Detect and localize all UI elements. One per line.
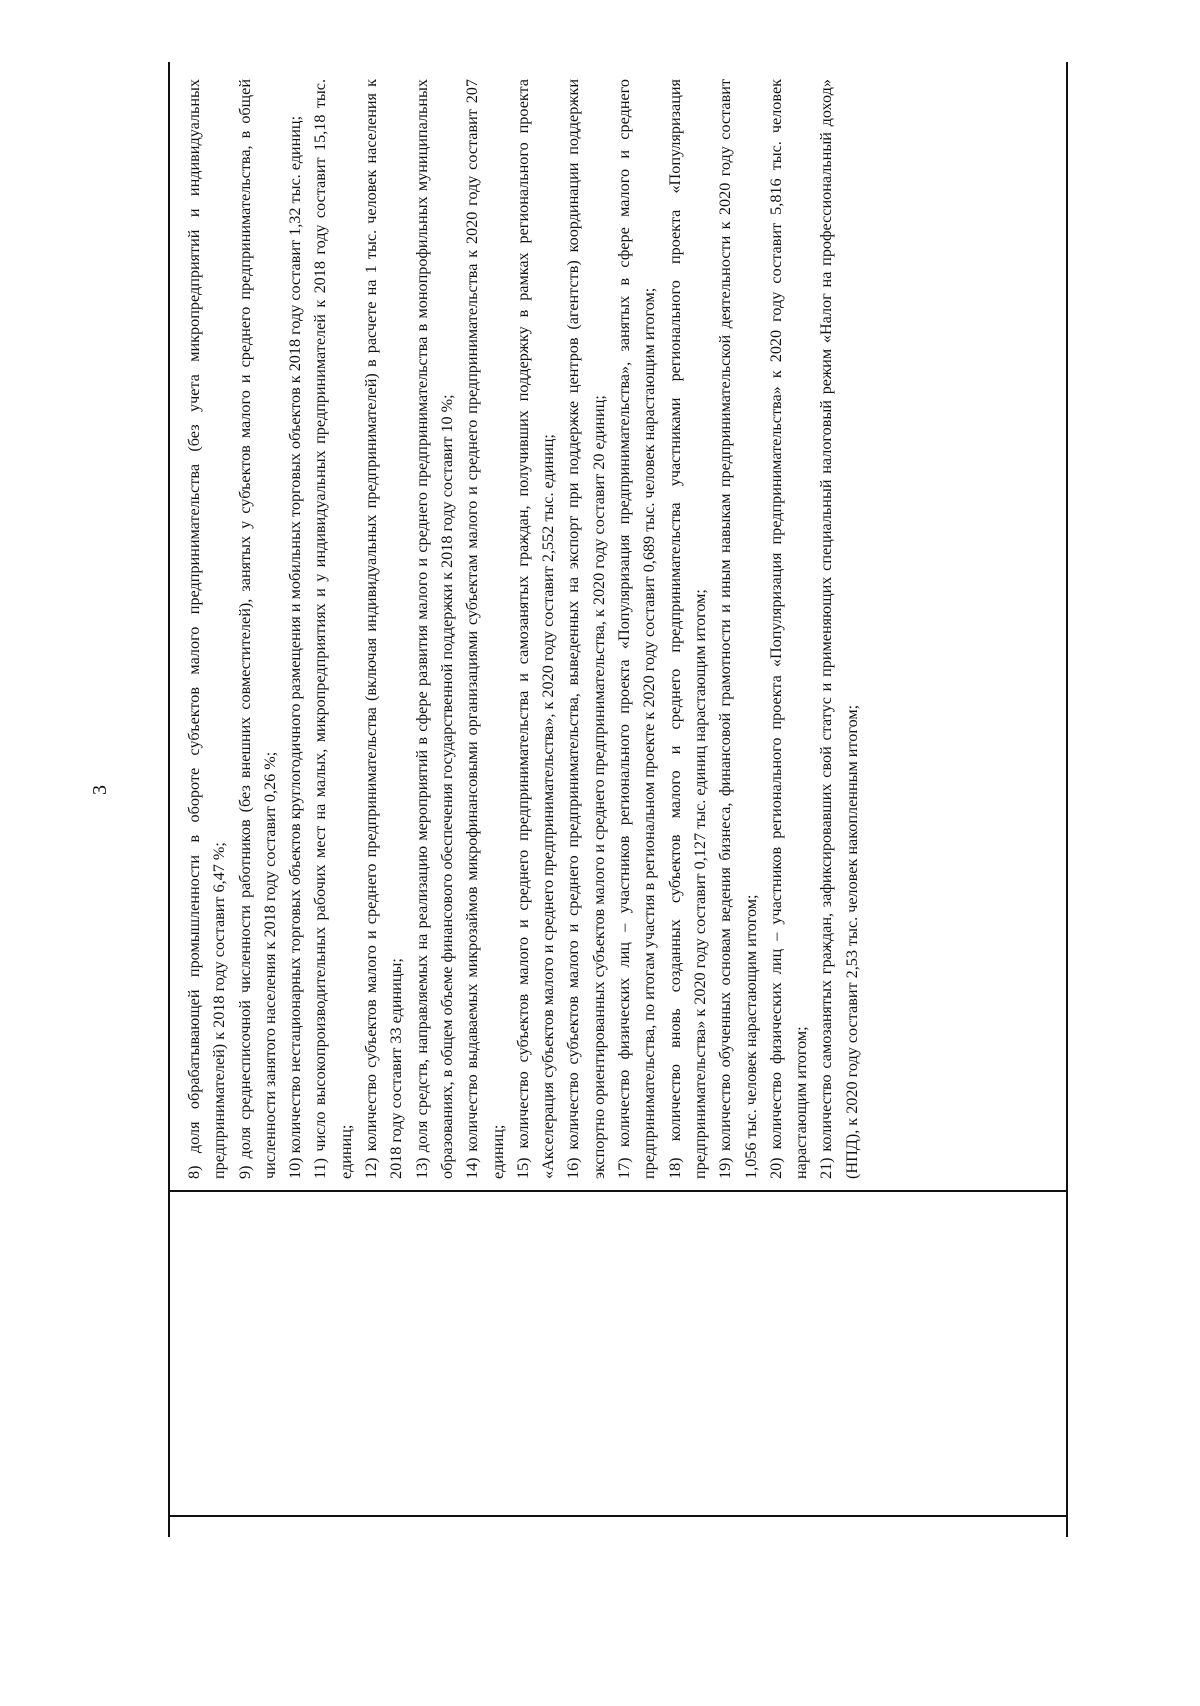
indicator-item: 13) доля средств, направляемых на реализацию мероприятий в сфере развития малого и среднего предпринимательства в монопрофильных муниципальных образованиях, в общем объеме финансового обеспечения государственной поддержки к 2018 году составит 10 %; [412,79,456,1179]
table-column-divider [168,1190,1068,1192]
indicator-item: 10) количество нестационарных торговых объектов круглогодичного размещения и мобильных торговых объектов к 2018 году составит 1,32 тыс. единиц; [286,115,305,1179]
indicator-item: 19) количество обученных основам ведения бизнеса, финансовой грамотности и иным навыкам предпринимательской деятельности к 2020 году составит 1,056 тыс. человек нарастающим итогом; [716,79,760,1179]
indicator-item: 8) доля обрабатывающей промышленности в обороте субъектов малого предпринимательства (без учета микропредприятий и индивидуальных предпринимателей) к 2018 году составит 6,47 %; [185,79,229,1179]
indicator-item: 20) количество физических лиц – участников регионального проекта «Популяризация предпринимательства» к 2020 году составит 5,816 тыс. человек нарастающим итогом; [766,79,811,1179]
indicator-item: 14) количество выдаваемых микрозаймов микрофинансовыми организациями субъектам малого и среднего предпринимательства к 2020 году составит 207 единиц; [463,79,507,1179]
indicator-item: 21) количество самозанятых граждан, зафиксировавших свой статус и применяющих специальный налоговый режим «Налог на профессиональный доход» (НПД), к 2020 году составит 2,53 тыс. человек накопленным итогом; [817,79,861,1179]
page-number: 3 [89,785,111,795]
indicator-item: 9) доля среднесписочной численности работников (без внешних совместителей), занятых у субъектов малого и среднего предпринимательства, в общей численности занятого населения к 2018 году составит 0,26 %; [235,79,279,1179]
indicators-list [182,79,865,1179]
indicator-item: 15) количество субъектов малого и среднего предпринимательства и самозанятых граждан, получивших поддержку в рамках регионального проекта «Акселерация субъектов малого и среднего предпринимательства», к 2020 году составит 2,552 тыс. единиц; [513,79,558,1179]
indicator-item: 16) количество субъектов малого и среднего предпринимательства, выведенных на экспорт при поддержке центров (агентств) координации поддержки экспортно ориентированных субъектов малого и среднего предпринимательства, к 2020 году составит 20 единиц; [564,79,608,1179]
indicator-item: 18) количество вновь созданных субъектов малого и среднего предпринимательства участниками регионального проекта «Популяризация предпринимательства» к 2020 году составит 0,127 тыс. единиц нарастающим итогом; [665,79,709,1179]
table-column-divider [168,1515,1068,1517]
rotated-table-sheet [168,62,1068,1537]
indicator-item: 12) количество субъектов малого и среднего предпринимательства (включая индивидуальных предпринимателей) в расчете на 1 тыс. человек населения к 2018 году составит 33 единицы; [362,79,406,1179]
indicator-item: 11) число высокопроизводительных рабочих мест на малых, микропредприятиях и у индивидуальных предпринимателей к 2018 году составит 15,18 тыс. единиц; [311,79,355,1179]
indicator-item: 17) количество физических лиц – участников регионального проекта «Популяризация предпринимательства», занятых в сфере малого и среднего предпринимательства, по итогам участия в региональном проекте к 2020 году составит 0,689 тыс. человек нарастающим итогом; [615,79,659,1179]
